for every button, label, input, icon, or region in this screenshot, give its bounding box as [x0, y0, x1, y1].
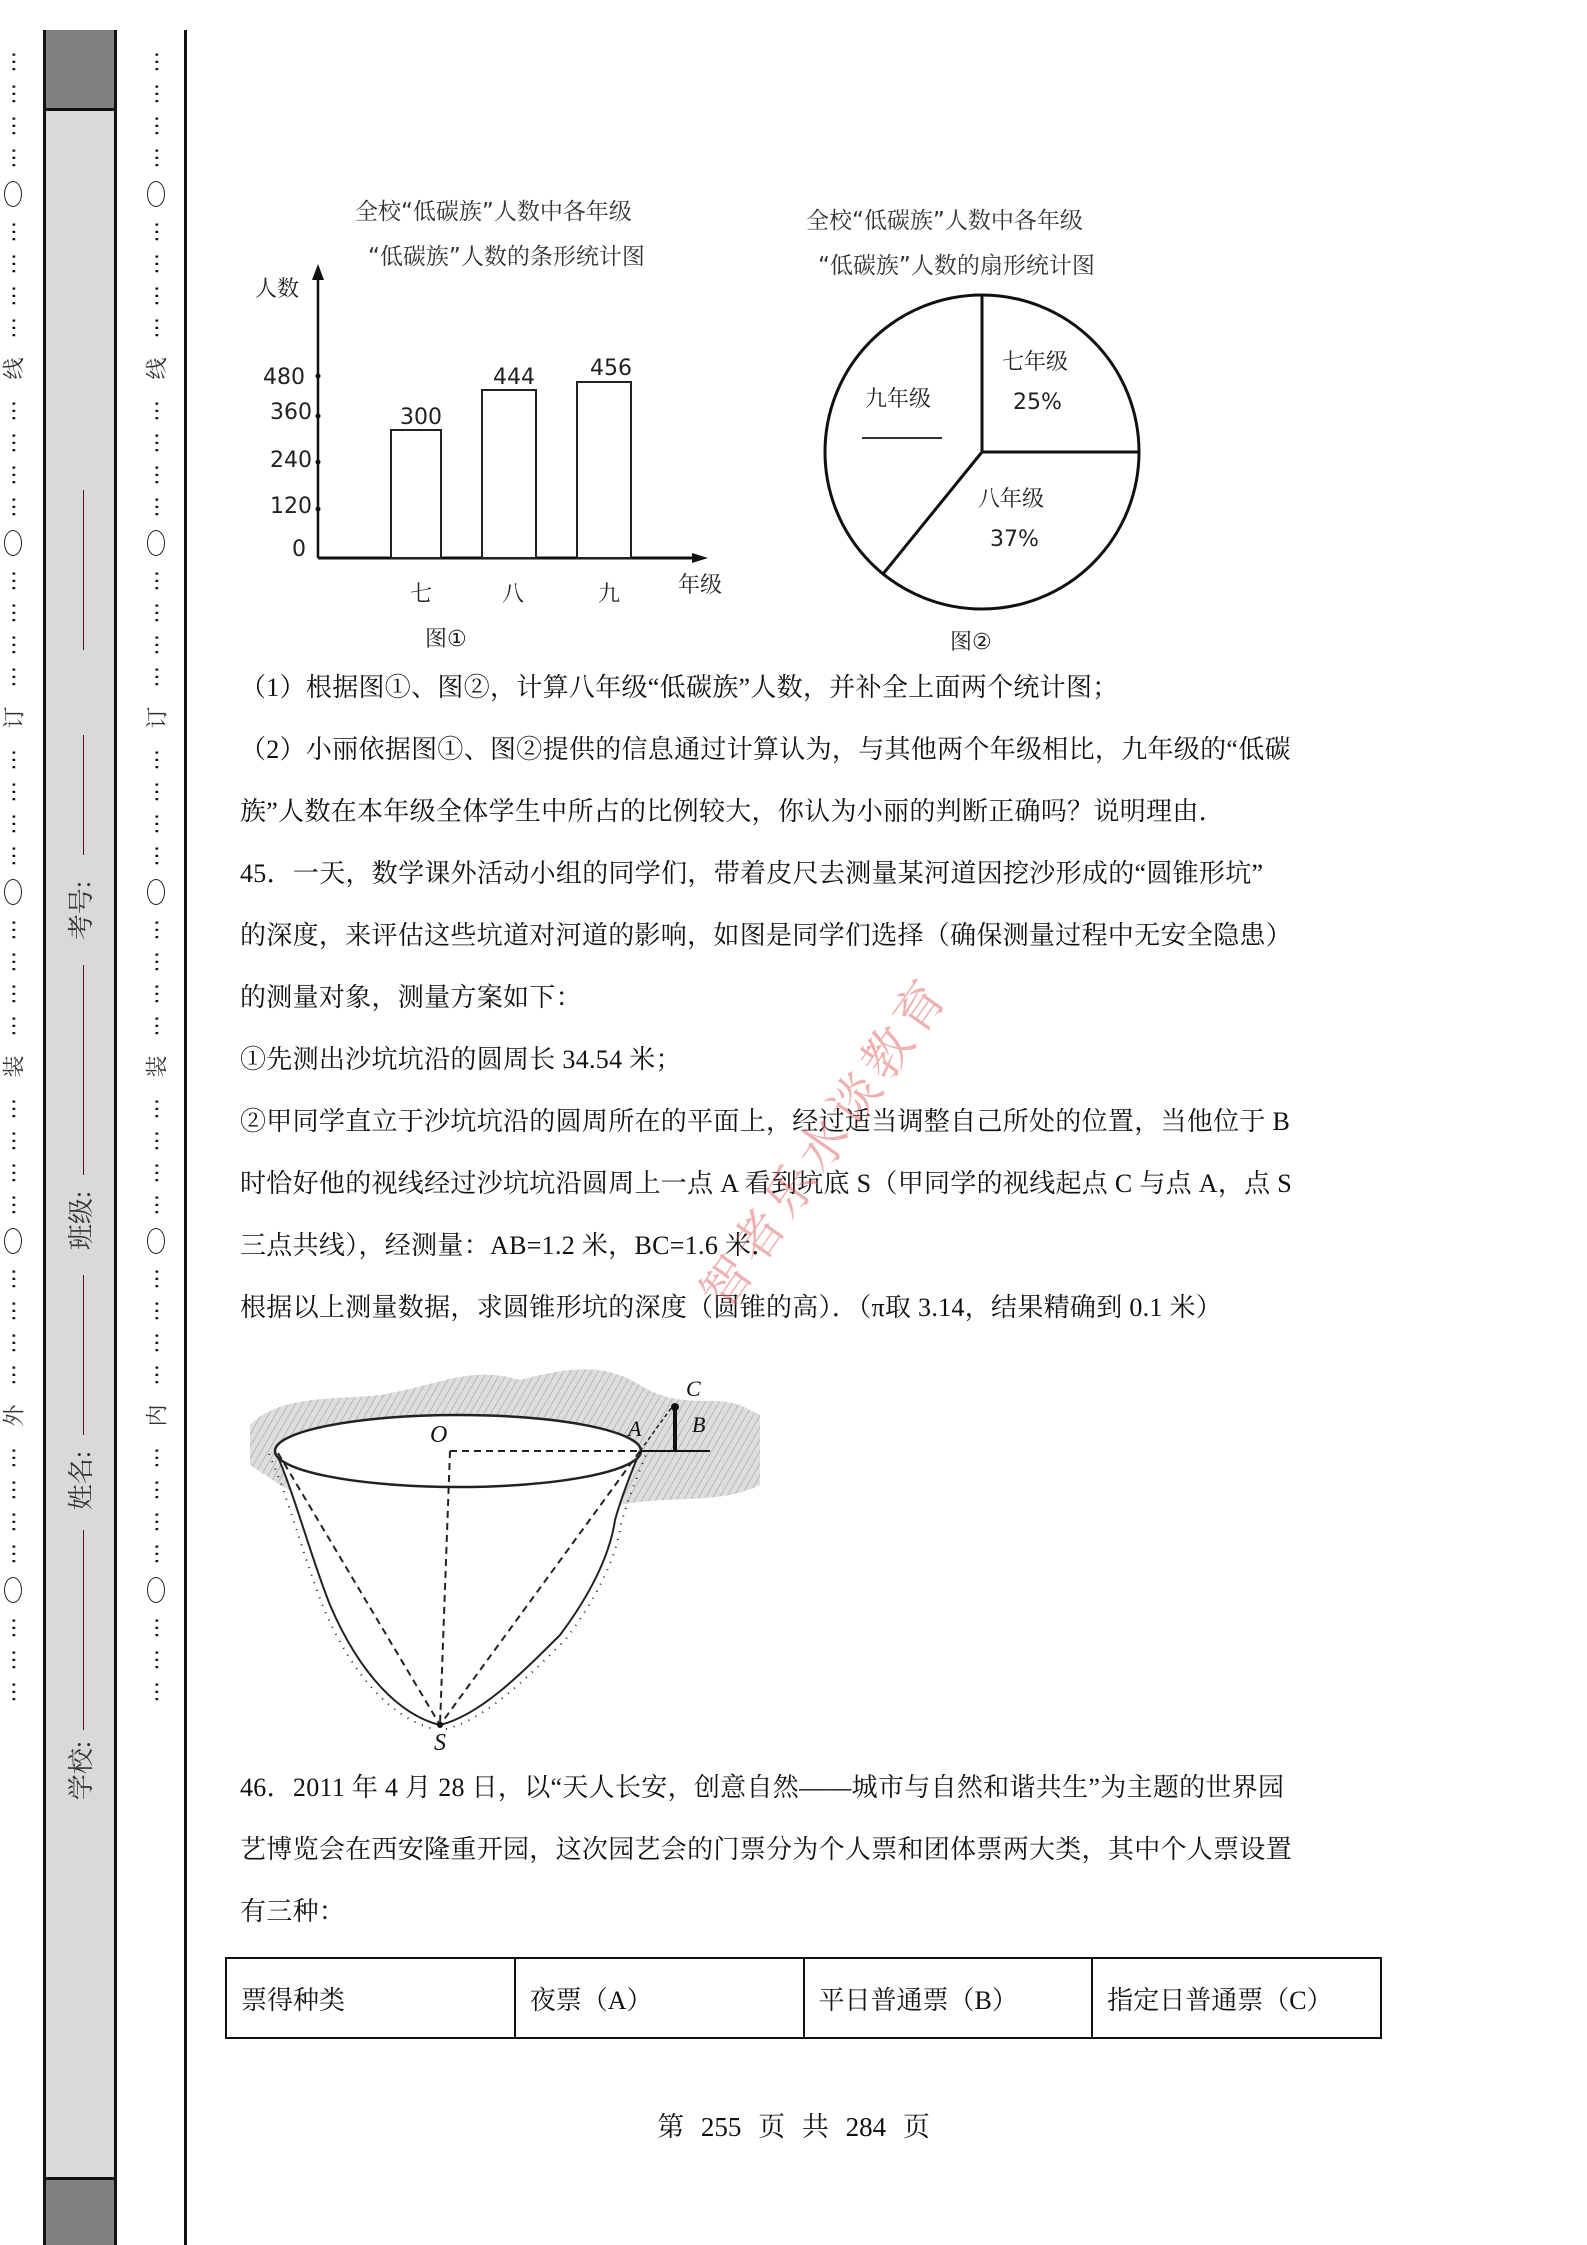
band-dark-top	[46, 30, 114, 108]
outer-mark-wai: 外	[2, 1404, 28, 1427]
field-line-name[interactable]	[83, 1275, 85, 1435]
field-school[interactable]	[46, 1730, 114, 1810]
xtick-eighth: 八	[502, 582, 525, 607]
bar-chart-title-line2: “低碳族”人数的条形统计图	[368, 244, 645, 270]
outer-dotted-column: ⋯ ⋯ ⋯ ⋯ ⋯ ⋯ ⋯ ⋯ 线 ⋯ ⋯ ⋯ ⋯ ⋯ ⋯ ⋯ ⋯ 订 ⋯ ⋯ ⋯ ⋯ ⋯ ⋯ ⋯ ⋯ 装 ⋯ ⋯ ⋯ ⋯ ⋯ ⋯ ⋯ ⋯ 外 ⋯ ⋯ ⋯ ⋯ ⋯ ⋯ ⋯	[1, 45, 25, 2245]
table-row	[226, 1958, 1381, 2038]
binding-border-line	[184, 30, 187, 2245]
inner-mark-ding: 订	[145, 706, 171, 729]
student-info-band	[43, 30, 117, 2245]
table-cell-header: 票得种类	[226, 1958, 515, 2038]
pie-chart-title-line1: 全校“低碳族”人数中各年级	[806, 208, 1083, 234]
bar-chart-xlabel: 年级	[678, 573, 723, 598]
q45-step2-line3: 三点共线），经测量：AB=1.2 米，BC=1.6 米．	[240, 1231, 778, 1260]
pie-label-eighth: 八年级	[978, 487, 1045, 512]
bar-value-ninth: 456	[590, 356, 632, 381]
field-line-school[interactable]	[83, 1530, 85, 1730]
ytick-360: 360	[270, 400, 312, 425]
ticket-type-table	[225, 1957, 1382, 2039]
ytick-0: 0	[292, 537, 306, 562]
pie-value-ninth-blank	[862, 437, 942, 439]
q44-part2-line2: 族”人数在本年级全体学生中所占的比例较大，你认为小丽的判断正确吗？说明理由．	[240, 797, 1225, 826]
pie-chart-plot	[820, 290, 1160, 620]
circle-mark-icon	[4, 1228, 22, 1254]
inner-dotted-column: ⋯ ⋯ ⋯ ⋯ ⋯ ⋯ ⋯ ⋯ 线 ⋯ ⋯ ⋯ ⋯ ⋯ ⋯ ⋯ ⋯ 订 ⋯ ⋯ ⋯ ⋯ ⋯ ⋯ ⋯ ⋯ 装 ⋯ ⋯ ⋯ ⋯ ⋯ ⋯ ⋯ ⋯ 内 ⋯ ⋯ ⋯ ⋯ ⋯ ⋯ ⋯	[144, 45, 168, 2245]
bar-value-seventh: 300	[400, 405, 442, 430]
pie-value-eighth: 37%	[990, 527, 1039, 552]
band-divider	[46, 108, 114, 111]
point-label-o: O	[430, 1422, 448, 1448]
q45-line3: 的测量对象，测量方案如下：	[240, 983, 582, 1012]
point-label-b: B	[692, 1412, 706, 1437]
table-cell-designated-day-ticket: 指定日普通票（C）	[1092, 1958, 1381, 2038]
table-cell-night-ticket: 夜票（A）	[515, 1958, 804, 2038]
bar-chart-title-line1: 全校“低碳族”人数中各年级	[355, 199, 632, 225]
circle-mark-icon	[147, 1228, 165, 1254]
q45-step2-line2: 时恰好他的视线经过沙坑坑沿圆周上一点 A 看到坑底 S（甲同学的视线起点 C 与点 A，点 S	[240, 1169, 1292, 1198]
page-number-footer: 第 255 页 共 284 页	[657, 2112, 930, 2142]
bar-chart-ylabel: 人数	[255, 277, 300, 302]
ytick-240: 240	[270, 448, 312, 473]
q46-line2: 艺博览会在西安隆重开园，这次园艺会的门票分为个人票和团体票两大类，其中个人票设置	[240, 1835, 1293, 1864]
field-exam-no[interactable]	[46, 870, 114, 950]
field-line-exam-no[interactable]	[83, 735, 85, 855]
circle-mark-icon	[4, 181, 22, 207]
table-cell-weekday-ticket: 平日普通票（B）	[804, 1958, 1093, 2038]
field-label-school: 学校:	[67, 1740, 97, 1800]
bar-chart-plot	[230, 180, 790, 620]
circle-mark-icon	[147, 530, 165, 556]
bar-value-eighth: 444	[493, 365, 535, 390]
bar-chart-caption: 图①	[425, 627, 467, 652]
field-label-exam-no: 考号:	[67, 880, 97, 940]
q45-step1: ①先测出沙坑坑沿的圆周长 34.54 米；	[240, 1045, 682, 1074]
watermark: 智者乐水谈教育	[689, 965, 962, 1320]
inner-mark-nei: 内	[145, 1404, 171, 1427]
q45-ask: 根据以上测量数据，求圆锥形坑的深度（圆锥的高）．（π取 3.14，结果精确到 0.1 米）	[240, 1293, 1223, 1322]
pie-label-ninth: 九年级	[865, 387, 932, 412]
q46-line1: 46．2011 年 4 月 28 日，以“天人长安，创意自然——城市与自然和谐共生”为主题的世界园	[240, 1773, 1285, 1802]
q44-part2-line1: （2）小丽依据图①、图②提供的信息通过计算认为，与其他两个年级相比，九年级的“低碳	[240, 735, 1291, 764]
q45-line2: 的深度，来评估这些坑道对河道的影响，如图是同学们选择（确保测量过程中无安全隐患）	[240, 921, 1293, 950]
circle-mark-icon	[4, 879, 22, 905]
pie-value-seventh: 25%	[1013, 390, 1062, 415]
field-name[interactable]	[46, 1440, 114, 1520]
q46-line3: 有三种：	[240, 1897, 346, 1926]
pie-chart-title-line2: “低碳族”人数的扇形统计图	[818, 253, 1095, 279]
circle-mark-icon	[4, 1577, 22, 1603]
xtick-seventh: 七	[410, 582, 433, 607]
ytick-120: 120	[270, 494, 312, 519]
q45-line1: 45．一天，数学课外活动小组的同学们，带着皮尺去测量某河道因挖沙形成的“圆锥形坑”	[240, 859, 1264, 888]
field-line-class[interactable]	[83, 965, 85, 1175]
field-class[interactable]	[46, 1180, 114, 1260]
circle-mark-icon	[147, 1577, 165, 1603]
q44-part1: （1）根据图①、图②，计算八年级“低碳族”人数，并补全上面两个统计图；	[240, 673, 1119, 702]
outer-mark-zhuang: 装	[2, 1055, 28, 1078]
pie-label-seventh: 七年级	[1002, 350, 1069, 375]
ytick-480: 480	[263, 365, 305, 390]
point-label-a: A	[628, 1416, 642, 1441]
field-label-class: 班级:	[67, 1190, 97, 1250]
xtick-ninth: 九	[598, 582, 621, 607]
outer-mark-ding: 订	[2, 706, 28, 729]
inner-mark-zhuang: 装	[145, 1055, 171, 1078]
field-label-name: 姓名:	[67, 1450, 97, 1510]
field-line-exam-no-upper	[83, 490, 85, 650]
pie-chart-caption: 图②	[950, 630, 992, 655]
point-label-c: C	[686, 1376, 701, 1401]
point-label-s: S	[434, 1730, 446, 1756]
circle-mark-icon	[147, 879, 165, 905]
circle-mark-icon	[4, 530, 22, 556]
inner-mark-xian: 线	[145, 357, 171, 380]
outer-mark-xian: 线	[2, 357, 28, 380]
circle-mark-icon	[147, 181, 165, 207]
band-dark-bottom	[46, 2177, 114, 2245]
q45-step2-line1: ②甲同学直立于沙坑坑沿的圆周所在的平面上，经过适当调整自己所处的位置，当他位于 B	[240, 1107, 1291, 1136]
